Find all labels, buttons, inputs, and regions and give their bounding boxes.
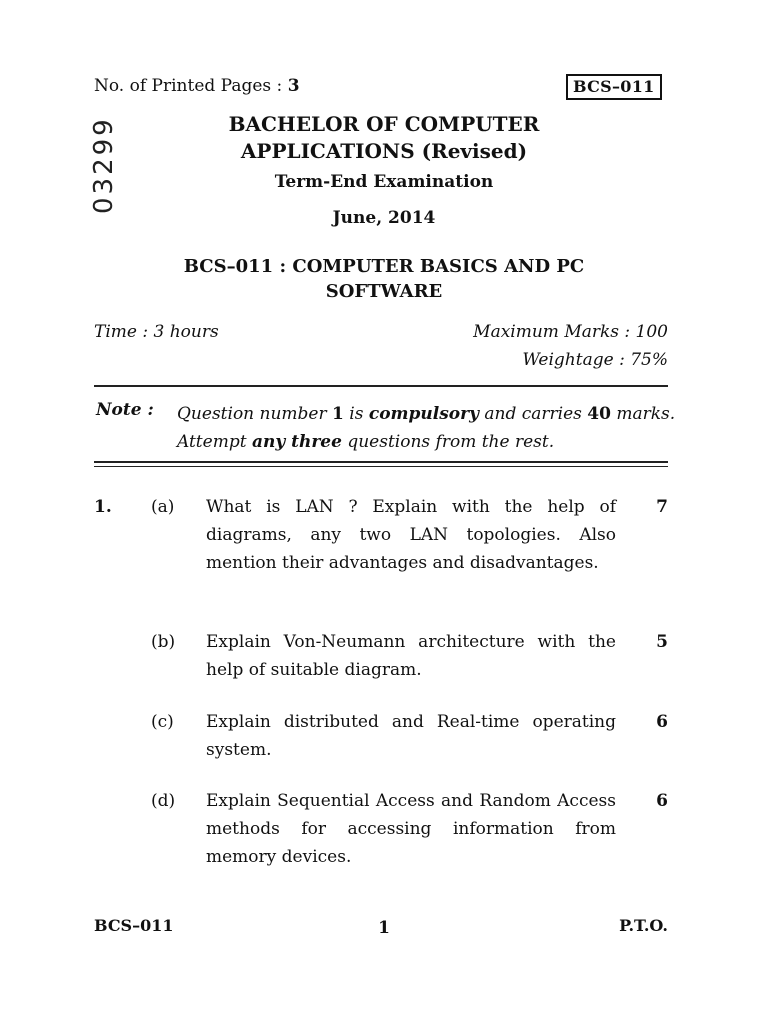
part-text: Explain Von-Neumann architecture with the help of suitable diagram. bbox=[206, 632, 616, 680]
time-allowed: Time : 3 hours bbox=[94, 322, 219, 342]
footer-page-number: 1 bbox=[378, 918, 390, 938]
printed-pages-label: No. of Printed Pages : bbox=[94, 76, 288, 96]
footer-pto: P.T.O. bbox=[619, 916, 668, 935]
part-marks: 6 bbox=[656, 712, 668, 732]
part-label: (d) bbox=[151, 791, 176, 811]
divider-double-thin bbox=[94, 466, 668, 467]
part-marks: 6 bbox=[656, 791, 668, 811]
note-bold-compulsory: compulsory bbox=[368, 404, 479, 424]
part-marks: 7 bbox=[656, 497, 668, 517]
exam-date: June, 2014 bbox=[332, 208, 436, 228]
note-bold-number: 1 bbox=[332, 404, 344, 424]
printed-pages-line bbox=[94, 76, 300, 96]
note-text-part: and carries bbox=[478, 404, 588, 424]
divider-double-thick bbox=[94, 461, 668, 463]
footer-code: BCS–011 bbox=[94, 916, 174, 935]
note-line-1 bbox=[177, 400, 677, 428]
exam-name: Term-End Examination bbox=[274, 172, 494, 192]
note-text-part: Question number bbox=[177, 404, 333, 424]
course-title-line1: BCS–011 : COMPUTER BASICS AND PC bbox=[183, 256, 585, 277]
programme-title-line1: BACHELOR OF COMPUTER bbox=[228, 112, 540, 136]
question-number: 1. bbox=[94, 497, 112, 517]
divider-top bbox=[94, 385, 668, 387]
maximum-marks: Maximum Marks : 100 bbox=[473, 322, 668, 342]
note-text-part: Attempt bbox=[177, 432, 252, 452]
paper-code-box: BCS–011 bbox=[566, 74, 662, 100]
weightage: Weightage : 75% bbox=[522, 350, 668, 370]
part-text: Explain distributed and Real-time operating system. bbox=[206, 712, 616, 760]
part-text: Explain Sequential Access and Random Access methods for accessing information from memory devices. bbox=[206, 791, 616, 867]
note-text bbox=[177, 400, 677, 456]
note-bold-marks: 40 bbox=[587, 404, 611, 424]
part-label: (a) bbox=[151, 497, 175, 517]
course-title-line2: SOFTWARE bbox=[325, 281, 443, 302]
note-text-part: questions from the rest. bbox=[341, 432, 555, 452]
note-line-2 bbox=[177, 428, 677, 456]
part-text: What is LAN ? Explain with the help of diagrams, any two LAN topologies. Also mention their advantages and disadvantages. bbox=[206, 497, 616, 573]
part-label: (b) bbox=[151, 632, 176, 652]
note-text-part: marks. bbox=[610, 404, 676, 424]
part-marks: 5 bbox=[656, 632, 668, 652]
serial-number-stamp: 03299 bbox=[89, 116, 119, 214]
printed-pages-value: 3 bbox=[287, 76, 300, 96]
note-bold-any-three: any three bbox=[251, 432, 342, 452]
note-label: Note : bbox=[96, 400, 154, 420]
note-text-part: is bbox=[343, 404, 369, 424]
programme-title-line2: APPLICATIONS (Revised) bbox=[240, 139, 528, 163]
part-label: (c) bbox=[151, 712, 174, 732]
